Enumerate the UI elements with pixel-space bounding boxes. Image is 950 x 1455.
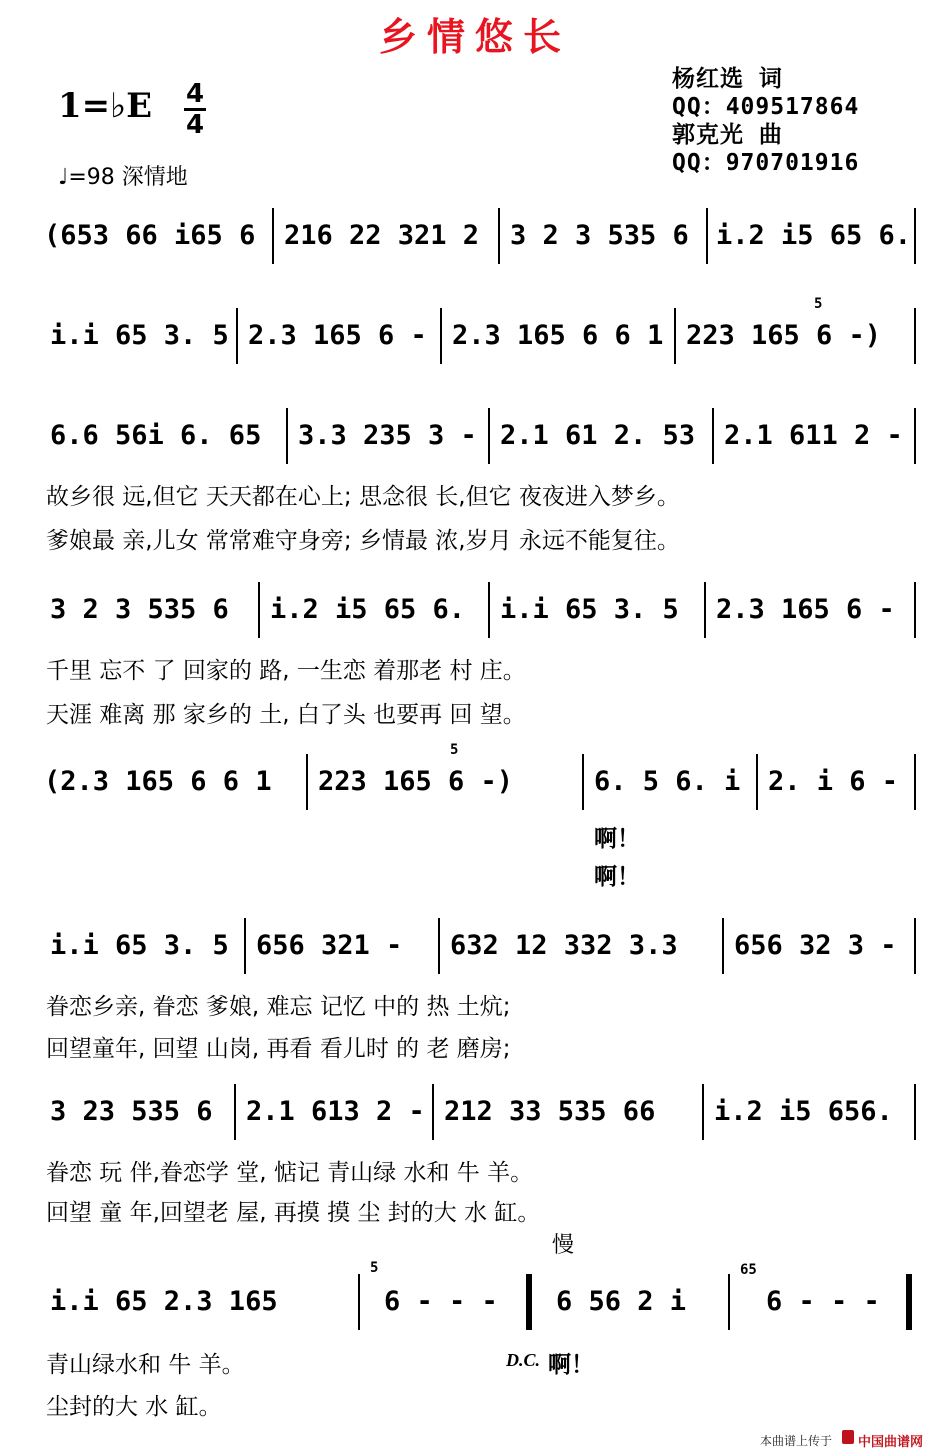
lyric-line: 回望童年, 回望 山岗, 再看 看儿时 的 老 磨房; <box>46 1036 511 1062</box>
measure-r8-m2: 6 - - - <box>384 1286 498 1317</box>
measure-r6-m2: 656 321 - <box>256 930 403 961</box>
measure-r4-m2: i.2 i5 65 6. <box>270 594 466 625</box>
site-logo-icon <box>842 1430 854 1444</box>
grace-note: 5 <box>370 1260 379 1276</box>
lyric-line: 眷恋 玩 伴,眷恋学 堂, 惦记 青山绿 水和 牛 羊。 <box>46 1160 534 1186</box>
measure-r7-m4: i.2 i5 656. <box>714 1096 893 1127</box>
measure-r5-m3: 6. 5 6. i <box>594 766 741 797</box>
lyric-line: 眷恋乡亲, 眷恋 爹娘, 难忘 记忆 中的 热 土炕; <box>46 994 511 1020</box>
measure-r2-m2: 2.3 165 6 - <box>248 320 427 351</box>
measure-r1-m2: 216 22 321 2 <box>284 220 480 251</box>
measure-r8-m1: i.i 65 2.3 165 <box>50 1286 278 1317</box>
lyric-line: 尘封的大 水 缸。 <box>46 1394 222 1420</box>
measure-r5-m2: 223 165 6 -) <box>318 766 514 797</box>
measure-r4-m1: 3 2 3 535 6 <box>50 594 229 625</box>
time-signature <box>182 80 208 139</box>
measure-r3-m2: 3.3 235 3 - <box>298 420 477 451</box>
time-signature-bottom: 4 <box>185 110 205 140</box>
measure-r3-m3: 2.1 61 2. 53 <box>500 420 696 451</box>
grace-note: 5 <box>450 742 459 758</box>
measure-r3-m4: 2.1 611 2 - <box>724 420 903 451</box>
page-title: 乡情悠长 <box>378 14 571 59</box>
measure-r7-m3: 212 33 535 66 <box>444 1096 656 1127</box>
measure-r7-m2: 2.1 613 2 - <box>246 1096 425 1127</box>
measure-r6-m3: 632 12 332 3.3 <box>450 930 678 961</box>
upload-note: 本曲谱上传于 <box>760 1434 833 1448</box>
measure-r3-m1: 6.6 56i 6. 65 <box>50 420 262 451</box>
lyric-line: 天涯 难离 那 家乡的 土, 白了头 也要再 回 望。 <box>46 702 526 728</box>
lyricist: 杨红选 词 <box>672 66 783 92</box>
lyric-line: 回望 童 年,回望老 屋, 再摸 摸 尘 封的大 水 缸。 <box>46 1200 541 1226</box>
tempo-marking: ♩=98 深情地 <box>58 165 188 190</box>
measure-r7-m1: 3 23 535 6 <box>50 1096 213 1127</box>
lyricist-qq: QQ：409517864 <box>672 94 860 120</box>
lyric-line: 爹娘最 亲,儿女 常常难守身旁; 乡情最 浓,岁月 永远不能复往。 <box>46 528 680 554</box>
dc-mark: D.C. <box>506 1350 541 1370</box>
measure-r5-m1: (2.3 165 6 6 1 <box>44 766 272 797</box>
composer-qq: QQ：970701916 <box>672 150 860 176</box>
measure-r1-m4: i.2 i5 65 6. <box>716 220 912 251</box>
key-signature: 1=♭E <box>58 86 153 126</box>
dc-lyric: 啊！ <box>548 1352 594 1378</box>
site-name: 中国曲谱网 <box>858 1435 924 1450</box>
measure-r8-m4: 6 - - - <box>766 1286 880 1317</box>
measure-r8-m3: 6 56 2 i <box>556 1286 687 1317</box>
measure-r6-m1: i.i 65 3. 5 <box>50 930 229 961</box>
measure-r6-m4: 656 32 3 - <box>734 930 897 961</box>
lyric-line: 千里 忘不 了 回家的 路, 一生恋 着那老 村 庄。 <box>46 658 526 684</box>
measure-r4-m3: i.i 65 3. 5 <box>500 594 679 625</box>
measure-r5-m4: 2. i 6 - <box>768 766 899 797</box>
lyric-line: 啊！ <box>594 864 640 890</box>
measure-r1-m1: (653 66 i65 6 <box>44 220 256 251</box>
grace-note: 65 <box>740 1262 757 1278</box>
lyric-line: 青山绿水和 牛 羊。 <box>46 1352 245 1378</box>
composer: 郭克光 曲 <box>672 122 783 148</box>
grace-note: 5 <box>814 296 823 312</box>
measure-r2-m3: 2.3 165 6 6 1 <box>452 320 664 351</box>
lyric-line: 故乡很 远,但它 天天都在心上; 思念很 长,但它 夜夜进入梦乡。 <box>46 484 680 510</box>
lyric-line: 啊！ <box>594 826 640 852</box>
time-signature-top: 4 <box>185 79 205 109</box>
measure-r2-m1: i.i 65 3. 5 <box>50 320 229 351</box>
measure-r2-m4: 223 165 6 -) <box>686 320 882 351</box>
measure-r4-m4: 2.3 165 6 - <box>716 594 895 625</box>
measure-r1-m3: 3 2 3 535 6 <box>510 220 689 251</box>
tempo-slow-mark: 慢 <box>552 1233 575 1258</box>
